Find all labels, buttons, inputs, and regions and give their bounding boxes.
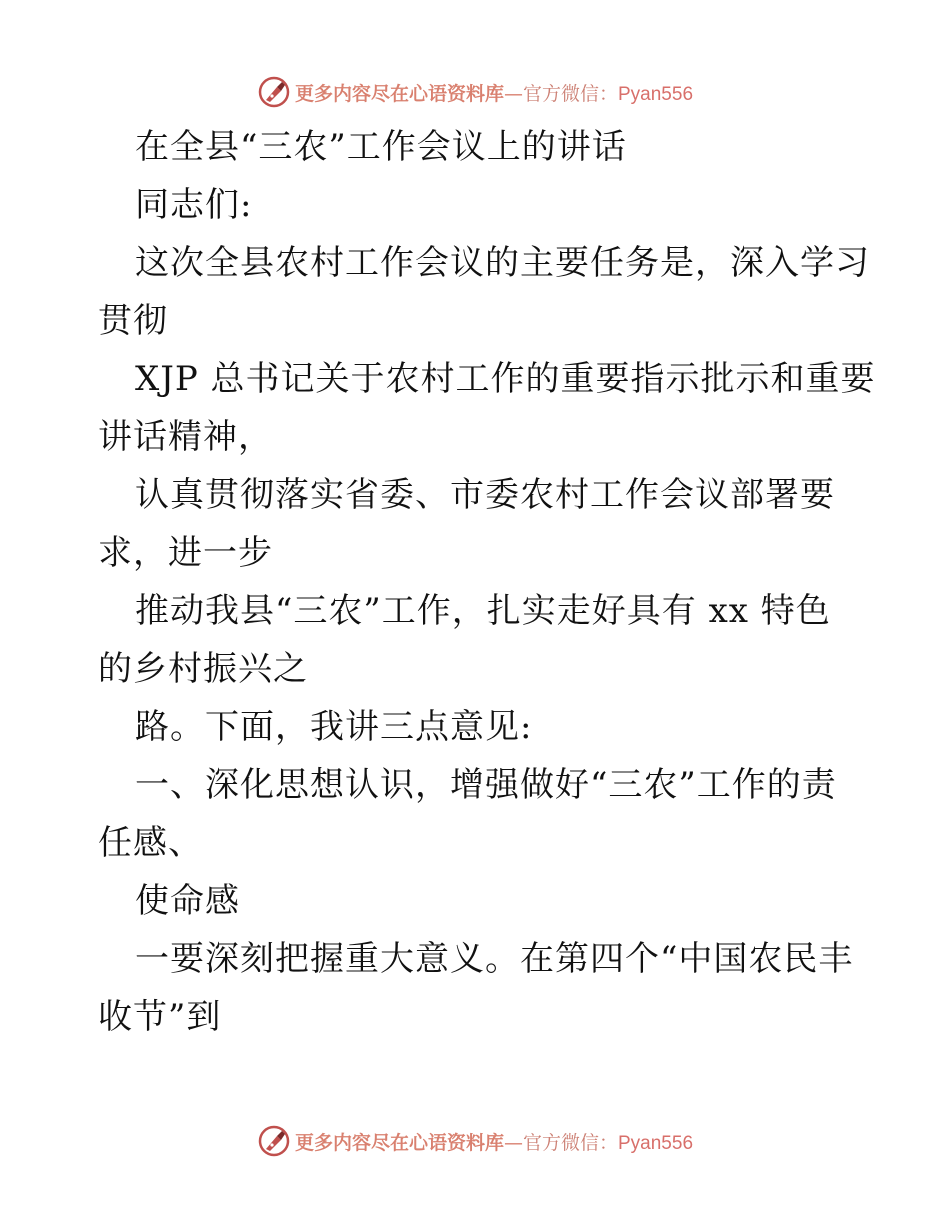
watermark-wechat-label: 官方微信： [522,82,618,105]
paragraph-line: XJP 总书记关于农村工作的重要指示批示和重要 [135,359,876,399]
footer-watermark [0,1121,950,1161]
section-heading-continued: 任感、 [98,823,203,863]
paragraph-line: 求，进一步 [98,533,273,573]
paragraph-line: 的乡村振兴之 [98,649,308,689]
paragraph-line: 这次全县农村工作会议的主要任务是，深入学习 [135,243,870,283]
salutation: 同志们: [135,185,253,225]
document-title: 在全县“三农”工作会议上的讲话 [135,127,627,167]
paragraph-line: 一要深刻把握重大意义。在第四个“中国农民丰 [135,939,854,979]
watermark-separator: — [503,1131,523,1154]
pen-nib-logo-icon [257,1124,291,1158]
paragraph-line: 推动我县“三农”工作，扎实走好具有 xx 特色 [135,591,831,631]
paragraph-line: 讲话精神， [98,417,273,457]
section-heading: 一、深化思想认识，增强做好“三农”工作的责 [135,765,837,805]
pen-nib-logo-icon [257,75,291,109]
watermark-separator: — [503,82,523,105]
paragraph-line: 收节”到 [98,997,222,1037]
section-heading-continued: 使命感 [135,881,240,921]
watermark-site-name: 更多内容尽在心语资料库 [294,1131,504,1154]
watermark-wechat-id: Pyan556 [618,1132,694,1154]
header-watermark [0,72,950,112]
paragraph-line: 路。下面，我讲三点意见: [135,707,533,747]
paragraph-line: 认真贯彻落实省委、市委农村工作会议部署要 [135,475,835,515]
watermark-wechat-label: 官方微信： [522,1131,618,1154]
watermark-wechat-id: Pyan556 [618,83,694,105]
watermark-site-name: 更多内容尽在心语资料库 [294,82,504,105]
document-body [98,118,876,1046]
paragraph-line: 贯彻 [98,301,168,341]
